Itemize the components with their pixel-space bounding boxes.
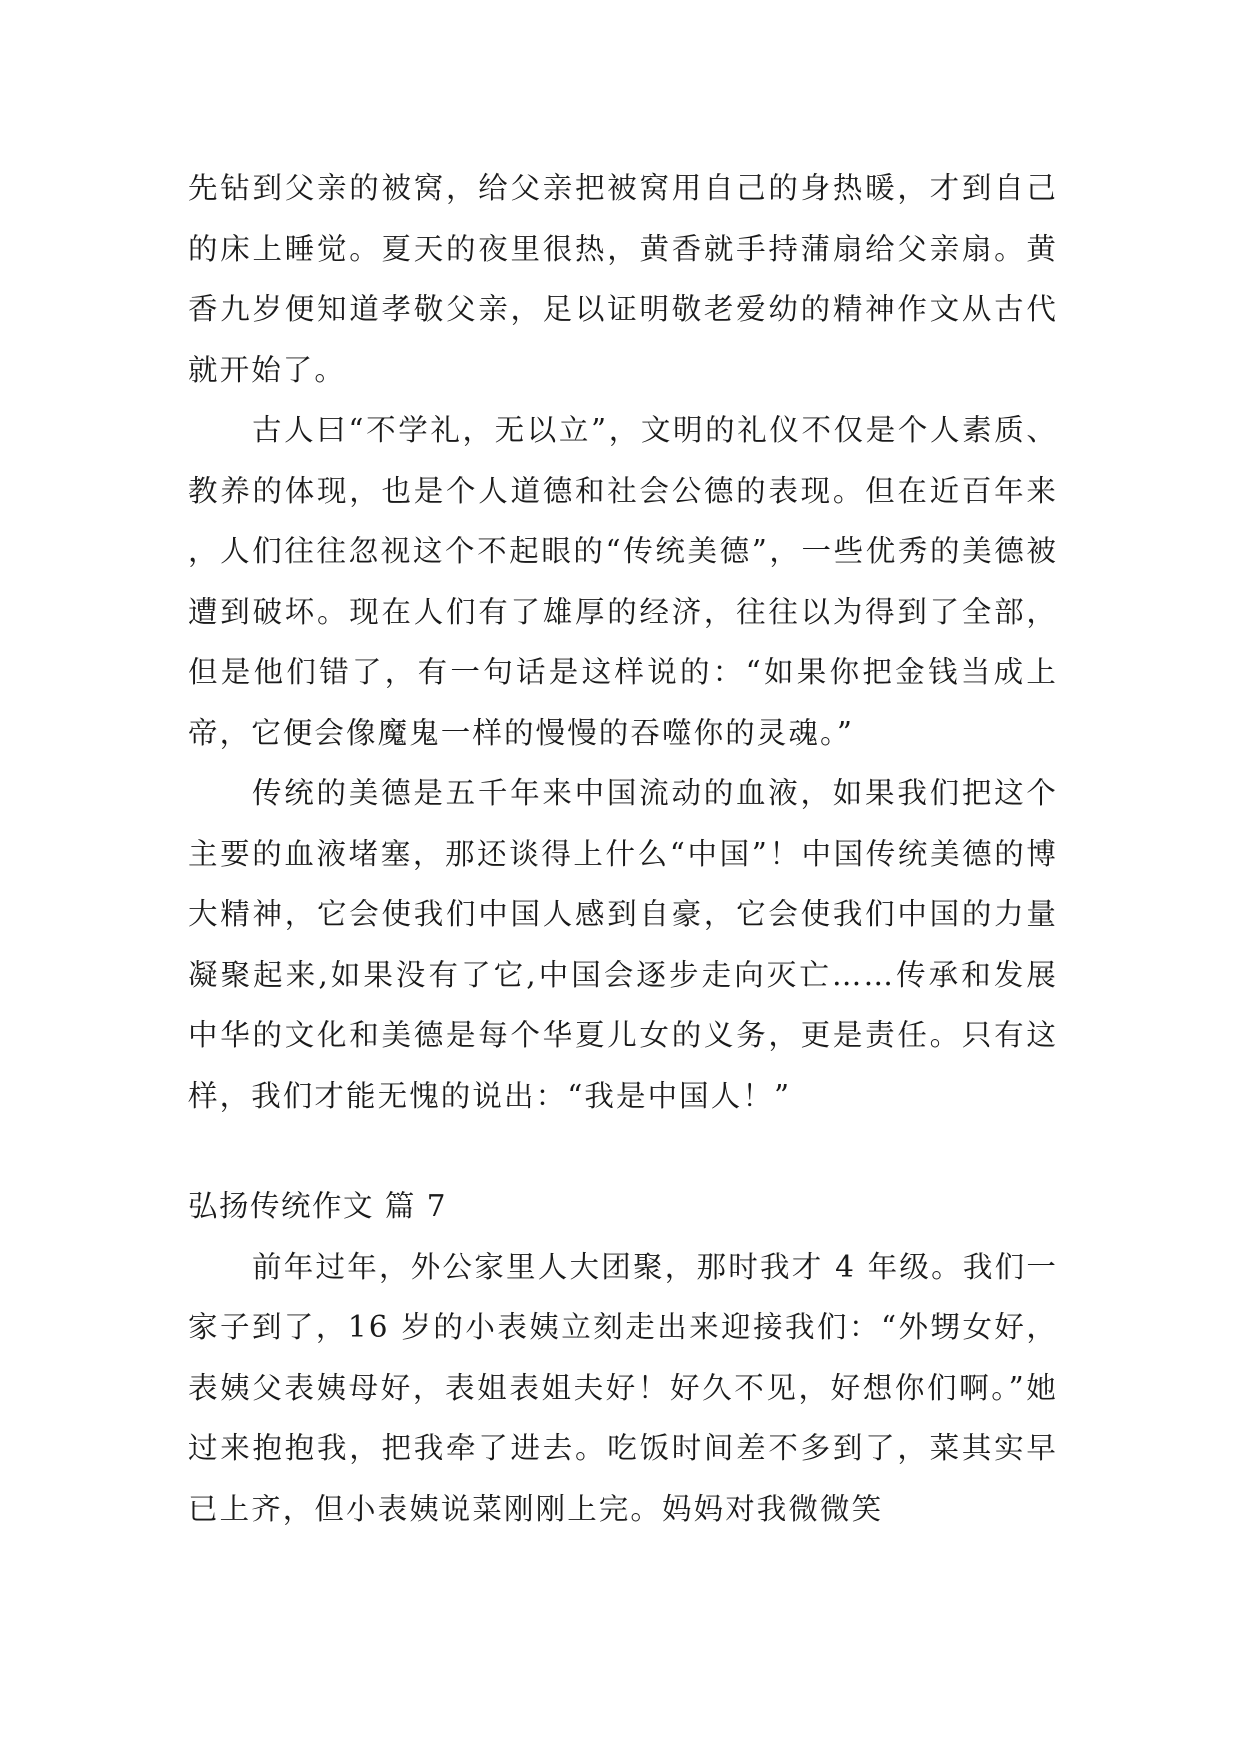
paragraph-4: 前年过年，外公家里人大团聚，那时我才 4 年级。我们一家子到了，16 岁的小表姨立刻走出来迎接我们：“外甥女好，表姨父表姨母好，表姐表姐夫好！好久不见，好想你们啊。”她过来抱抱我，把我牵了进去。吃饭时间差不多到了，菜其实早已上齐，但小表姨说菜刚刚上完。妈妈对我微微笑: [188, 1249, 1058, 1526]
paragraph-1: 先钻到父亲的被窝，给父亲把被窝用自己的身热暖，才到自己的床上睡觉。夏天的夜里很热，黄香就手持蒲扇给父亲扇。黄香九岁便知道孝敬父亲，足以证明敬老爱幼的精神作文从古代就开始了。: [188, 171, 1058, 387]
paragraph-2: 古人曰“不学礼，无以立”，文明的礼仪不仅是个人素质、教养的体现，也是个人道德和社会公德的表现。但在近百年来，人们往往忽视这个不起眼的“传统美德”，一些优秀的美德被遭到破坏。现在人们有了雄厚的经济，往往以为得到了全部，但是他们错了，有一句话是这样说的：“如果你把金钱当成上帝，它便会像魔鬼一样的慢慢的吞噬你的灵魂。”: [188, 413, 1058, 750]
document-body: [188, 158, 1058, 1539]
section-heading: 弘扬传统作文 篇 7: [188, 1189, 448, 1223]
paragraph-3: 传统的美德是五千年来中国流动的血液，如果我们把这个主要的血液堵塞，那还谈得上什么“中国”！中国传统美德的博大精神，它会使我们中国人感到自豪，它会使我们中国的力量凝聚起来,如果没有了它,中国会逐步走向灭亡……传承和发展中华的文化和美德是每个华夏儿女的义务，更是责任。只有这样，我们才能无愧的说出：“我是中国人！”: [188, 776, 1058, 1113]
section-gap: [188, 1126, 1058, 1176]
